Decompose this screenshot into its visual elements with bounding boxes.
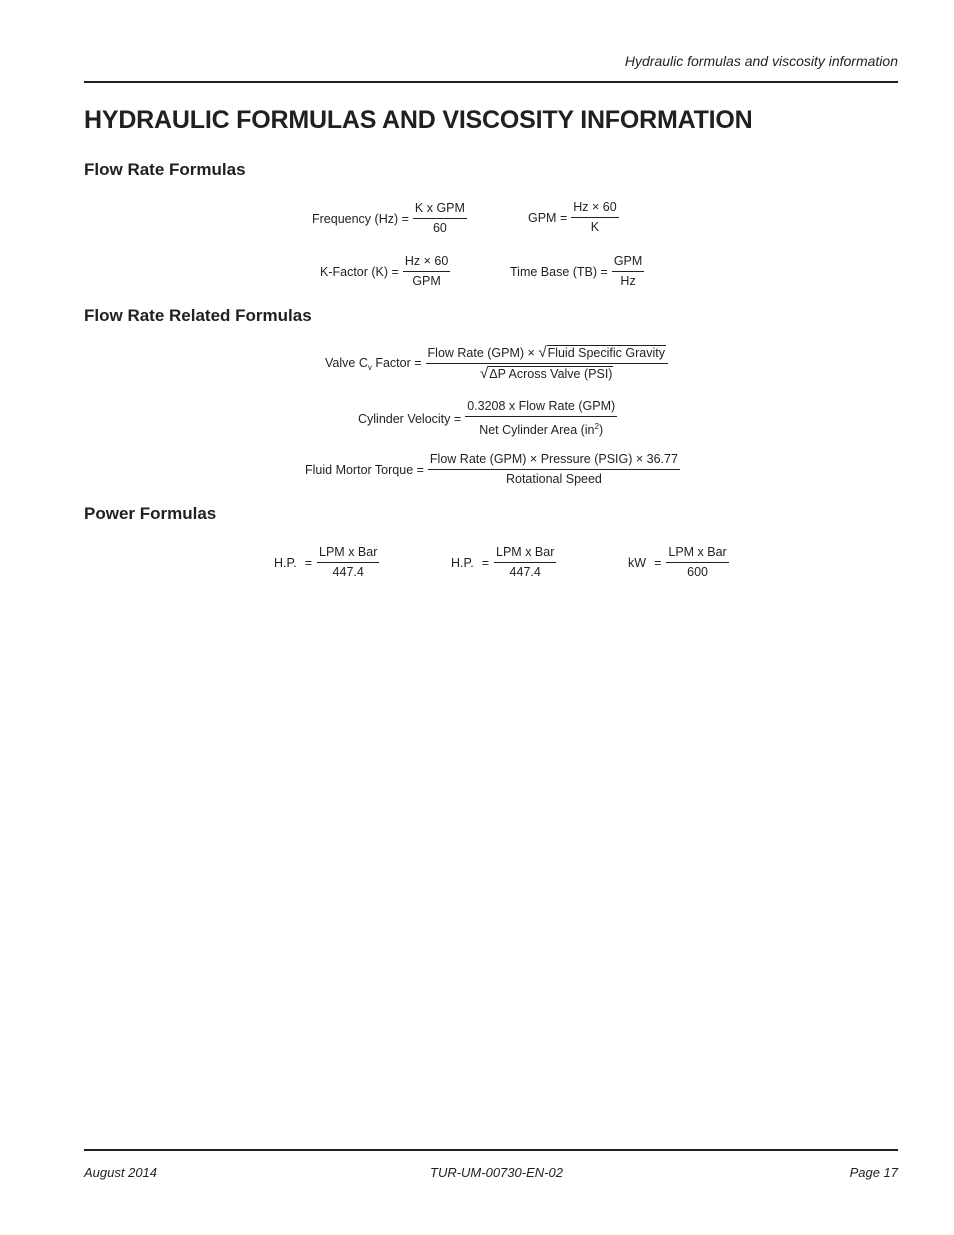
denominator: 600 <box>687 565 708 579</box>
square-root <box>538 345 666 360</box>
radicand: Fluid Specific Gravity <box>547 346 665 360</box>
denominator: 447.4 <box>332 565 364 579</box>
footer-page-number: Page 17 <box>849 1165 898 1180</box>
closing-paren: ) <box>598 423 604 437</box>
formula-lhs: Time Base (TB) = <box>510 264 608 279</box>
fraction <box>612 254 644 289</box>
formula-lhs: Fluid Mortor Torque = <box>305 462 424 477</box>
numerator: LPM x Bar <box>666 545 728 563</box>
numerator <box>426 345 668 364</box>
header-rule <box>84 81 898 83</box>
formula-k-factor <box>320 254 450 289</box>
section-heading-flow-rate: Flow Rate Formulas <box>84 160 246 179</box>
equals-sign: = <box>481 555 490 570</box>
lhs-tail: Factor = <box>375 355 422 370</box>
fraction <box>571 200 618 235</box>
formula-hp-2 <box>451 545 556 580</box>
square-root <box>480 366 613 381</box>
numerator: LPM x Bar <box>494 545 556 563</box>
formula-lhs: H.P. <box>274 555 297 570</box>
numerator: K x GPM <box>413 201 467 219</box>
numerator: Flow Rate (GPM) × Pressure (PSIG) × 36.77 <box>428 452 680 470</box>
fraction <box>413 201 467 236</box>
numerator-text: Flow Rate (GPM) × <box>427 346 535 360</box>
section-heading-flow-rate-related: Flow Rate Related Formulas <box>84 306 312 325</box>
denominator: K <box>590 220 600 234</box>
numerator: Hz × 60 <box>403 254 450 272</box>
superscript: 2 <box>594 422 599 431</box>
denominator: Hz <box>620 274 636 288</box>
equals-sign: = <box>654 555 662 570</box>
footer-date: August 2014 <box>84 1165 158 1180</box>
formula-fluid-motor-torque <box>305 452 680 487</box>
formula-frequency <box>312 201 467 236</box>
lhs-subscript: v <box>367 362 372 372</box>
fraction <box>426 345 668 382</box>
running-header-title: Hydraulic formulas and viscosity information <box>624 53 898 69</box>
formula-lhs: K-Factor (K) = <box>320 264 399 279</box>
fraction <box>317 545 379 580</box>
formula-lhs: kW <box>628 555 647 570</box>
numerator: Hz × 60 <box>571 200 618 218</box>
footer-rule <box>84 1149 898 1151</box>
denominator <box>478 364 615 382</box>
radical-sign-icon: √ <box>480 365 489 382</box>
footer-doc-number: TUR-UM-00730-EN-02 <box>430 1165 563 1180</box>
fraction <box>428 452 680 487</box>
formula-lhs: Cylinder Velocity = <box>358 411 462 426</box>
formula-lhs: Frequency (Hz) = <box>312 211 409 226</box>
radicand: ΔP Across Valve (PSI) <box>489 367 613 381</box>
numerator: LPM x Bar <box>317 545 379 563</box>
fraction <box>403 254 450 289</box>
formula-lhs <box>325 356 422 372</box>
denominator: GPM <box>412 274 441 288</box>
formula-valve-cv <box>325 345 668 382</box>
numerator: GPM <box>612 254 644 272</box>
radical-sign-icon: √ <box>538 344 547 361</box>
lhs-main: Valve C <box>325 355 368 370</box>
denominator: Rotational Speed <box>505 472 602 486</box>
formula-time-base <box>510 254 644 289</box>
formula-cylinder-velocity <box>358 399 617 438</box>
formula-hp-1 <box>274 545 379 580</box>
denominator: 447.4 <box>509 565 541 579</box>
section-heading-power: Power Formulas <box>84 504 217 523</box>
formula-gpm <box>528 200 619 235</box>
numerator: 0.3208 x Flow Rate (GPM) <box>465 399 617 417</box>
fraction <box>465 399 617 438</box>
formula-lhs: GPM = <box>528 210 568 225</box>
denominator <box>477 417 605 438</box>
fraction <box>666 545 728 580</box>
formula-kw <box>628 545 729 580</box>
fraction <box>494 545 556 580</box>
page-title: HYDRAULIC FORMULAS AND VISCOSITY INFORMATION <box>84 106 753 134</box>
denominator: 60 <box>432 221 447 235</box>
formula-lhs: H.P. <box>451 555 474 570</box>
denominator-text: Net Cylinder Area (in <box>479 423 595 437</box>
equals-sign: = <box>304 555 313 570</box>
